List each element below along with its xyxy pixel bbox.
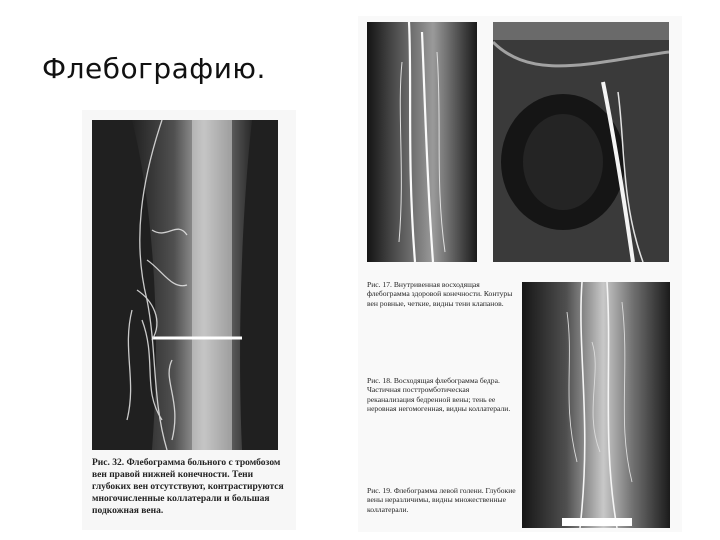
- slide-title: Флебографию.: [42, 52, 266, 85]
- caption-fig19: Рис. 19. Флебограмма левой голени. Глубокие вены неразличимы, видны множественные коллатерали.: [367, 486, 516, 514]
- phlebogram-fig17-image: [367, 22, 477, 262]
- caption-fig18: Рис. 18. Восходящая флебограмма бедра. Частичная посттромботическая реканализация бедренной вены; тень ее неровная негомогенная, видны коллатерали.: [367, 376, 511, 414]
- caption-fig32: Рис. 32. Флебограмма больного с тромбозом вен правой нижней конечности. Тени глубоких вен отсутствуют, контрастируются многочисленные коллатерали и большая подкожная вена.: [92, 458, 284, 516]
- phlebogram-pelvis-image: [493, 22, 669, 262]
- phlebogram-fig32-image: [92, 120, 278, 450]
- caption-fig17: Рис. 17. Внутривенная восходящая флебограмма здоровой конечности. Контуры вен ровные, четкие, видны тени клапанов.: [367, 280, 513, 308]
- phlebogram-fig19-image: [522, 282, 670, 528]
